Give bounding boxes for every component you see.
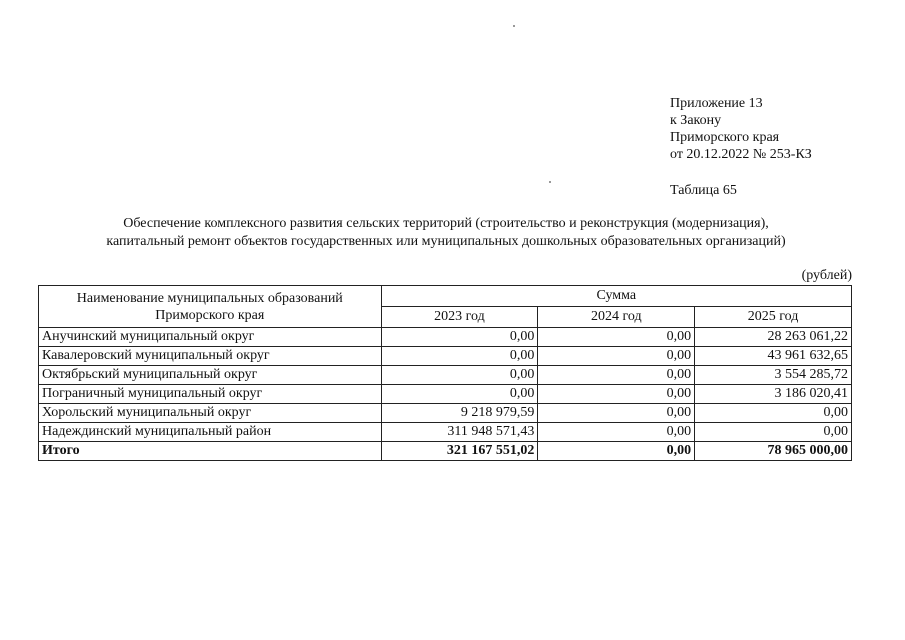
table-row (39, 423, 852, 442)
table-row (39, 347, 852, 366)
row-value-2025: 3 186 020,41 (695, 385, 852, 404)
row-value-2025: 3 554 285,72 (695, 366, 852, 385)
title-line-1: Обеспечение комплексного развития сельских территорий (строительство и реконструкция (модернизация), (123, 216, 769, 231)
header-row (39, 286, 852, 307)
row-value-2025: 0,00 (695, 404, 852, 423)
table-row (39, 385, 852, 404)
row-value-2024: 0,00 (538, 347, 695, 366)
appendix-line-1: Приложение 13 (670, 96, 763, 111)
row-value-2023: 9 218 979,59 (381, 404, 538, 423)
total-label: Итого (39, 442, 382, 461)
row-name: Октябрьский муниципальный округ (39, 366, 382, 385)
scan-speck (549, 181, 551, 183)
row-name: Пограничный муниципальный округ (39, 385, 382, 404)
budget-table (38, 285, 852, 461)
scan-speck (513, 25, 515, 27)
appendix-header (670, 95, 812, 163)
row-value-2025: 43 961 632,65 (695, 347, 852, 366)
total-value-2025: 78 965 000,00 (695, 442, 852, 461)
document-title (40, 215, 852, 251)
column-header-name (39, 286, 382, 328)
column-header-2025: 2025 год (695, 307, 852, 328)
row-value-2023: 0,00 (381, 328, 538, 347)
column-header-2024: 2024 год (538, 307, 695, 328)
row-value-2024: 0,00 (538, 423, 695, 442)
column-header-name-line-2: Приморского края (155, 307, 265, 323)
table-row (39, 366, 852, 385)
row-value-2023: 311 948 571,43 (381, 423, 538, 442)
row-value-2023: 0,00 (381, 385, 538, 404)
column-header-sum: Сумма (381, 286, 851, 307)
total-value-2023: 321 167 551,02 (381, 442, 538, 461)
row-value-2023: 0,00 (381, 347, 538, 366)
row-value-2025: 0,00 (695, 423, 852, 442)
row-name: Надеждинский муниципальный район (39, 423, 382, 442)
table-number: Таблица 65 (670, 183, 737, 198)
row-value-2024: 0,00 (538, 404, 695, 423)
column-header-2023: 2023 год (381, 307, 538, 328)
title-line-2: капитальный ремонт объектов государственных или муниципальных дошкольных образовательных организаций) (106, 234, 786, 249)
row-name: Кавалеровский муниципальный округ (39, 347, 382, 366)
total-row (39, 442, 852, 461)
row-value-2024: 0,00 (538, 328, 695, 347)
row-value-2025: 28 263 061,22 (695, 328, 852, 347)
appendix-line-4: от 20.12.2022 № 253-КЗ (670, 147, 812, 162)
total-value-2024: 0,00 (538, 442, 695, 461)
column-header-name-line-1: Наименование муниципальных образований (76, 290, 343, 306)
table-row (39, 404, 852, 423)
row-value-2023: 0,00 (381, 366, 538, 385)
row-value-2024: 0,00 (538, 385, 695, 404)
row-name: Хорольский муниципальный округ (39, 404, 382, 423)
units-label: (рублей) (801, 268, 852, 283)
table-row (39, 328, 852, 347)
row-value-2024: 0,00 (538, 366, 695, 385)
appendix-line-3: Приморского края (670, 130, 780, 145)
row-name: Анучинский муниципальный округ (39, 328, 382, 347)
appendix-line-2: к Закону (670, 113, 722, 128)
